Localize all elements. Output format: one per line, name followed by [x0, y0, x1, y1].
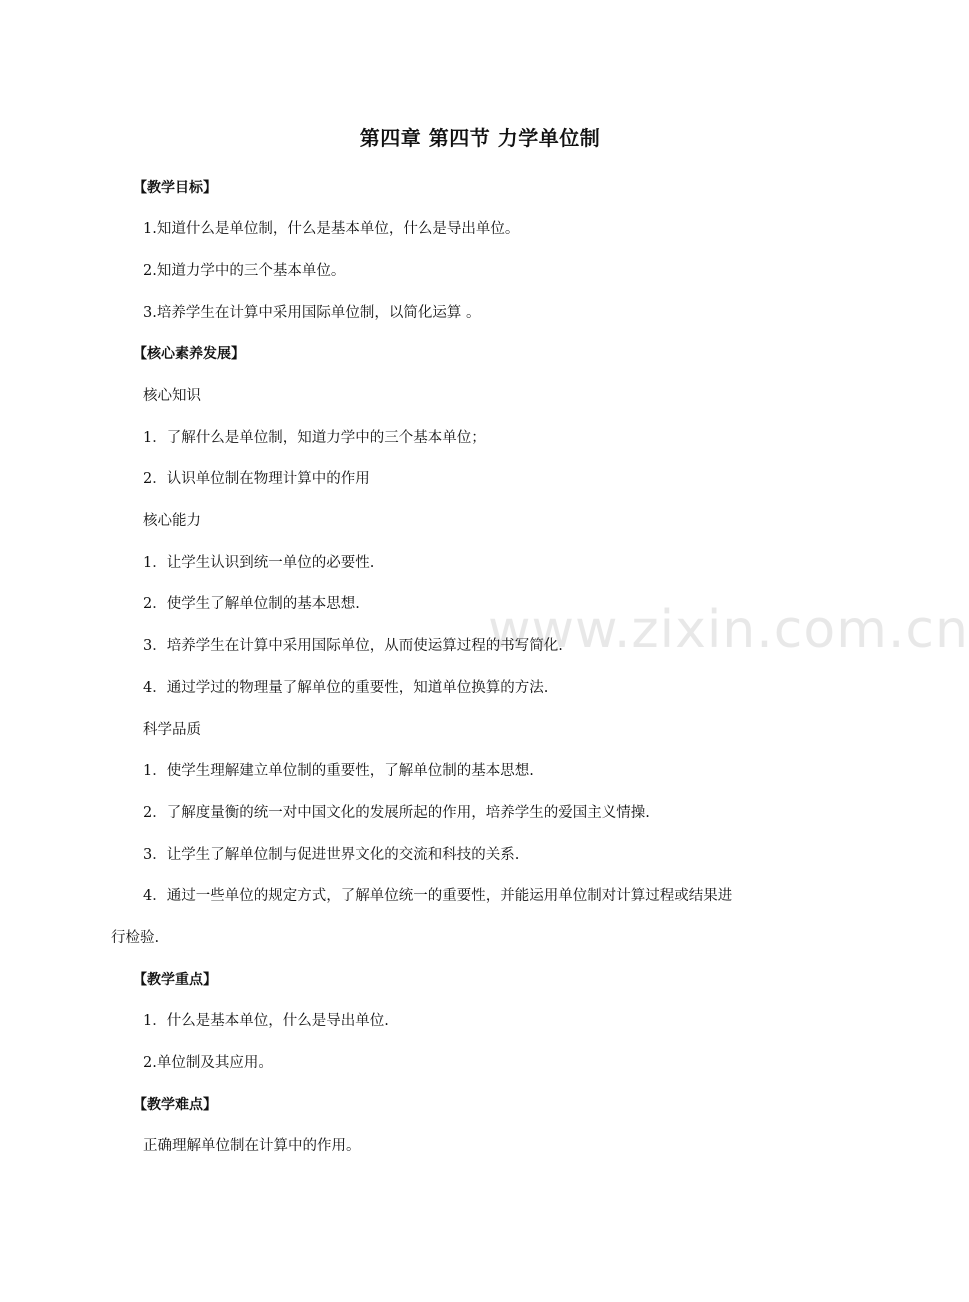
objective-item-1: 1.知道什么是单位制，什么是基本单位，什么是导出单位。	[143, 221, 520, 237]
difficulty-item-1: 正确理解单位制在计算中的作用。	[143, 1138, 361, 1154]
ability-item-1: 1．让学生认识到统一单位的必要性.	[143, 555, 375, 571]
quality-item-1: 1．使学生理解建立单位制的重要性，了解单位制的基本思想.	[143, 763, 534, 779]
quality-item-3: 3．让学生了解单位制与促进世界文化的交流和科技的关系.	[143, 847, 520, 863]
core-literacy-heading: 【核心素养发展】	[133, 346, 245, 362]
ability-item-2: 2．使学生了解单位制的基本思想.	[143, 596, 360, 612]
key-point-item-1: 1．什么是基本单位，什么是导出单位.	[143, 1013, 389, 1029]
objective-item-3: 3.培养学生在计算中采用国际单位制，以简化运算 。	[143, 305, 481, 321]
knowledge-item-1: 1．了解什么是单位制，知道力学中的三个基本单位；	[143, 430, 486, 446]
key-point-item-2: 2.单位制及其应用。	[143, 1055, 273, 1071]
quality-item-2: 2．了解度量衡的统一对中国文化的发展所起的作用，培养学生的爱国主义情操.	[143, 805, 650, 821]
quality-item-4-line-2: 行检验.	[111, 930, 160, 946]
difficulties-heading: 【教学难点】	[133, 1097, 217, 1113]
ability-item-3: 3．培养学生在计算中采用国际单位，从而使运算过程的书写简化.	[143, 638, 563, 654]
objective-item-2: 2.知道力学中的三个基本单位。	[143, 263, 346, 279]
watermark: www.zixin.com.cn	[488, 600, 969, 660]
core-ability-label: 核心能力	[143, 513, 201, 529]
objectives-heading: 【教学目标】	[133, 180, 217, 196]
quality-item-4-line-1: 4．通过一些单位的规定方式，了解单位统一的重要性，并能运用单位制对计算过程或结果进	[143, 888, 733, 904]
core-knowledge-label: 核心知识	[143, 388, 201, 404]
science-quality-label: 科学品质	[143, 722, 201, 738]
knowledge-item-2: 2．认识单位制在物理计算中的作用	[143, 471, 370, 487]
ability-item-4: 4．通过学过的物理量了解单位的重要性，知道单位换算的方法.	[143, 680, 549, 696]
key-points-heading: 【教学重点】	[133, 972, 217, 988]
page-title: 第四章 第四节 力学单位制	[359, 126, 601, 150]
